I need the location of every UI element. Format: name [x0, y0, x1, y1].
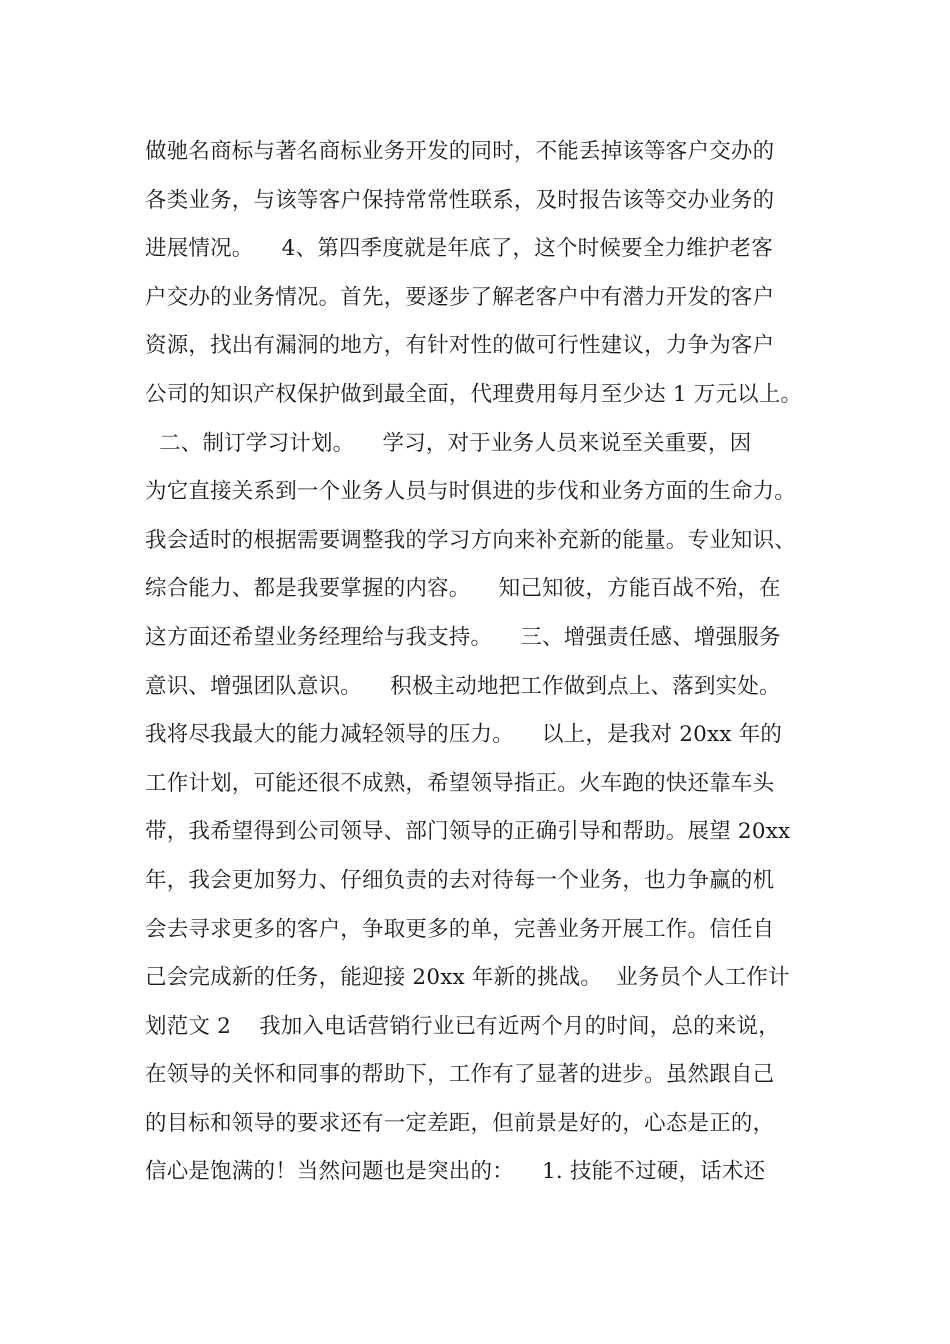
text-line: 己会完成新的任务，能迎接 20xx 年新的挑战。 业务员个人工作计 — [145, 965, 790, 991]
text-line: 工作计划，可能还很不成熟，希望领导指正。火车跑的快还靠车头 — [145, 770, 775, 796]
text-line: 公司的知识产权保护做到最全面，代理费用每月至少达 1 万元以上。 — [145, 381, 803, 407]
text-line: 在领导的关怀和同事的帮助下，工作有了显著的进步。虽然跟自己 — [145, 1062, 775, 1088]
text-line: 的目标和领导的要求还有一定差距，但前景是好的，心态是正的， — [145, 1110, 775, 1136]
text-line: 二、制订学习计划。 学习，对于业务人员来说至关重要，因 — [145, 430, 752, 456]
text-line: 资源，找出有漏洞的地方，有针对性的做可行性建议，力争为客户 — [145, 333, 775, 359]
text-line: 带，我希望得到公司领导、部门领导的正确引导和帮助。展望 20xx — [145, 819, 791, 845]
text-line: 进展情况。 4、第四季度就是年底了，这个时候要全力维护老客 — [145, 236, 773, 262]
text-line: 意识、增强团队意识。 积极主动地把工作做到点上、落到实处。 — [145, 673, 781, 699]
text-line: 年，我会更加努力、仔细负责的去对待每一个业务，也力争赢的机 — [145, 867, 775, 893]
body-text — [145, 128, 845, 1197]
text-line: 做驰名商标与著名商标业务开发的同时，不能丢掉该等客户交办的 — [145, 139, 775, 164]
text-line: 综合能力、都是我要掌握的内容。 知己知彼，方能百战不殆，在 — [145, 576, 781, 602]
text-line: 户交办的业务情况。首先，要逐步了解老客户中有潜力开发的客户 — [145, 284, 775, 310]
text-line: 我将尽我最大的能力减轻领导的压力。 以上，是我对 20xx 年的 — [145, 722, 783, 748]
text-line: 为它直接关系到一个业务人员与时俱进的步伐和业务方面的生命力。 — [145, 479, 797, 505]
text-line: 划范文 2 我加入电话营销行业已有近两个月的时间，总的来说， — [145, 1013, 780, 1039]
text-line: 会去寻求更多的客户，争取更多的单，完善业务开展工作。信任自 — [145, 916, 775, 942]
text-line: 这方面还希望业务经理给与我支持。 三、增强责任感、增强服务 — [145, 624, 781, 650]
text-line: 各类业务，与该等客户保持常常性联系，及时报告该等交办业务的 — [145, 187, 775, 213]
text-line: 信心是饱满的！当然问题也是突出的： 1. 技能不过硬，话术还 — [145, 1159, 766, 1185]
text-line: 我会适时的根据需要调整我的学习方向来补充新的能量。专业知识、 — [145, 527, 797, 553]
